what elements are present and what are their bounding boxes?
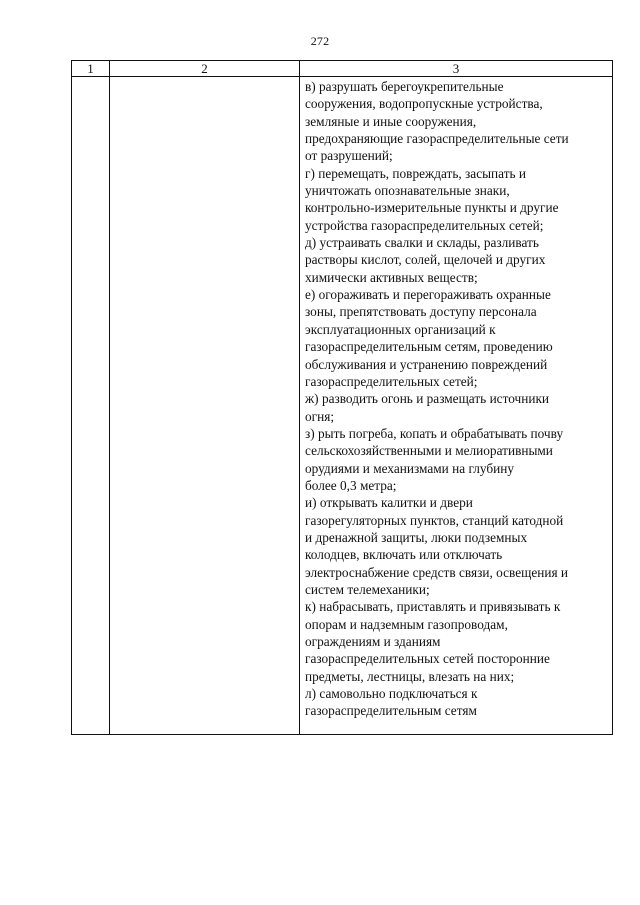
column-header-3: 3 (300, 61, 613, 77)
text-line: зоны, препятствовать доступу персонала (305, 304, 537, 320)
column-header-1: 1 (72, 61, 110, 77)
text-line: и) открывать калитки и двери (305, 495, 473, 511)
text-line: колодцев, включать или отключать (305, 547, 503, 563)
document-table (71, 60, 613, 735)
text-line: уничтожать опознавательные знаки, (305, 183, 510, 199)
text-line: химически активных веществ; (305, 269, 478, 285)
page-number: 272 (310, 34, 330, 48)
text-line: орудиями и механизмами на глубину (305, 460, 514, 476)
text-line: и дренажной защиты, люки подземных (305, 529, 528, 545)
table-row (72, 77, 613, 735)
text-line: газорегуляторных пунктов, станций катодной (305, 512, 564, 528)
text-line: от разрушений; (305, 148, 393, 164)
column-header-2: 2 (110, 61, 300, 77)
text-line: сооружения, водопропускные устройства, (305, 96, 543, 112)
text-line: газораспределительным сетям (305, 703, 477, 719)
text-line: д) устраивать свалки и склады, разливать (305, 235, 539, 251)
text-line: предохраняющие газораспределительные сети (305, 131, 569, 147)
table-header-row (72, 61, 613, 77)
text-line: эксплуатационных организаций к (305, 321, 496, 337)
text-line: е) огораживать и перегораживать охранные (305, 287, 551, 303)
text-line: г) перемещать, повреждать, засыпать и (305, 165, 527, 181)
text-line: устройства газораспределительных сетей; (305, 217, 544, 233)
text-line: земляные и иные сооружения, (305, 113, 477, 129)
text-line: предметы, лестницы, влезать на них; (305, 668, 515, 684)
text-line: сельскохозяйственными и мелиоративными (305, 443, 553, 459)
column-2-cell (110, 77, 300, 735)
text-line: з) рыть погреба, копать и обрабатывать почву (305, 425, 564, 441)
text-line: растворы кислот, солей, щелочей и других (305, 252, 546, 268)
text-line: обслуживания и устранению повреждений (305, 356, 548, 372)
text-line: систем телемеханики; (305, 581, 430, 597)
text-line: более 0,3 метра; (305, 477, 397, 493)
text-line: в) разрушать берегоукрепительные (305, 79, 504, 94)
text-line: газораспределительным сетям, проведению (305, 339, 553, 355)
text-line: опорам и надземным газопроводам, (305, 616, 508, 632)
text-line: к) набрасывать, приставлять и привязывать к (305, 599, 561, 615)
text-line: ограждениям и зданиям (305, 634, 441, 649)
text-line: контрольно-измерительные пункты и другие (305, 200, 559, 216)
text-line: ж) разводить огонь и размещать источники (305, 391, 550, 407)
column-3-cell (300, 77, 613, 735)
text-line: газораспределительных сетей; (305, 373, 478, 389)
text-line: электроснабжение средств связи, освещения и (305, 564, 569, 580)
text-line: газораспределительных сетей посторонние (305, 651, 550, 667)
text-line: огня; (305, 408, 335, 424)
column-1-cell (72, 77, 110, 735)
text-line: л) самовольно подключаться к (305, 686, 478, 702)
